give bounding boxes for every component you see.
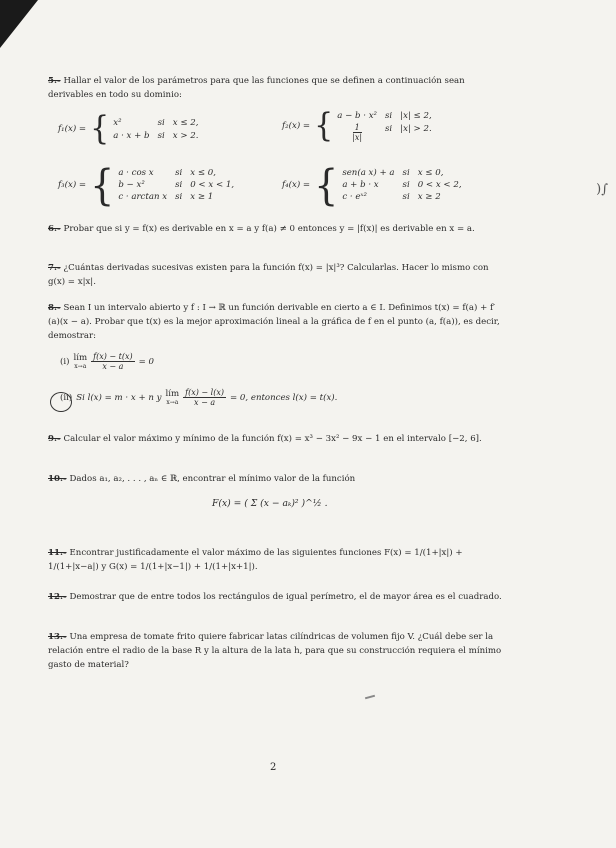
case-fraction <box>337 123 377 142</box>
fraction-denominator: x − a <box>194 398 216 407</box>
problem-number: 11.- <box>48 548 67 558</box>
condition-suffix: = 0, entonces l(x) = t(x). <box>230 392 338 403</box>
stray-mark <box>365 695 375 700</box>
case-cond: |x| > 2. <box>400 124 432 134</box>
limit-rhs: = 0 <box>138 356 155 367</box>
case-expr: a · x + b <box>113 130 150 141</box>
case-cond: x ≤ 2, <box>172 117 199 128</box>
problem-text: Demostrar que de entre todos los rectángulos de igual perímetro, el de mayor área es el cuadrado. <box>69 592 502 602</box>
case-expr: c · arctan x <box>118 191 168 202</box>
function-f3-cases <box>118 168 234 203</box>
problem-text: Dados a₁, a₂, . . . , aₙ ∈ ℝ, encontrar el mínimo valor de la función <box>69 474 356 484</box>
lim-subscript: x→a <box>74 363 87 370</box>
function-f3-lhs: f₃(x) = <box>58 180 87 190</box>
problem-number: 9.- <box>48 434 61 444</box>
function-f4-lhs: f₄(x) = <box>282 180 311 190</box>
function-f3 <box>58 160 235 210</box>
limit-condition-i <box>60 352 154 371</box>
case-expr: a − b · x² <box>337 111 377 121</box>
case-expr: b − x² <box>118 179 145 190</box>
left-brace: { <box>314 106 334 145</box>
condition-prefix: Si l(x) = m · x + n y <box>76 392 162 403</box>
function-f1 <box>58 109 199 148</box>
function-f2 <box>282 106 432 145</box>
problem-number: 6.- <box>48 224 61 234</box>
case-cond: |x| ≤ 2, <box>400 111 432 121</box>
limit-condition-ii <box>60 388 337 407</box>
problem-13 <box>48 630 502 672</box>
problem-10 <box>48 472 502 486</box>
fraction-numerator: f(x) − l(x) <box>185 388 224 397</box>
case-si: si <box>402 167 410 178</box>
case-expr: x² <box>113 117 122 128</box>
fraction-denominator: x − a <box>102 362 124 371</box>
case-expr: a · cos x <box>118 167 154 178</box>
problem-text: Calcular el valor máximo y mínimo de la función f(x) = x³ − 3x² − 9x − 1 en el intervalo [−2, 6]. <box>63 434 482 444</box>
function-f1-lhs: f₁(x) = <box>58 124 87 134</box>
case-si: si <box>175 179 183 190</box>
problem-text: Hallar el valor de los parámetros para que las funciones que se definen a continuación sean derivables en todo su dominio: <box>48 76 465 100</box>
case-cond: x ≥ 1 <box>190 191 214 202</box>
problem-7 <box>48 261 502 289</box>
problem-number: 8.- <box>48 303 61 313</box>
case-expr: sen(a x) + a <box>342 167 395 178</box>
case-si: si <box>385 124 393 134</box>
problem-number: 13.- <box>48 632 67 642</box>
limit-fraction <box>183 388 226 407</box>
fraction-numerator: f(x) − t(x) <box>93 352 133 361</box>
case-si: si <box>385 111 393 121</box>
problem-5 <box>48 74 502 102</box>
problem-12 <box>48 590 502 604</box>
case-si: si <box>175 191 183 202</box>
problem-9 <box>48 432 502 446</box>
problem-text: Una empresa de tomate frito quiere fabricar latas cilíndricas de volumen fijo V. ¿Cuál debe ser la relación entre el radio de la base R y la altura de la lata h, para que su construcción requiera el mínimo gasto de material? <box>48 632 502 670</box>
case-cond: 0 < x < 2, <box>417 179 462 190</box>
case-si: si <box>157 117 165 128</box>
limit-operator <box>73 353 87 370</box>
case-si: si <box>402 179 410 190</box>
case-si: si <box>157 130 165 141</box>
lim-text: lím <box>73 353 88 363</box>
item-label: (i) <box>60 356 70 367</box>
case-cond: x ≥ 2 <box>417 191 441 202</box>
scan-corner-shadow <box>0 0 38 48</box>
limit-fraction <box>91 352 134 371</box>
problem-6 <box>48 222 502 236</box>
fraction-numerator: 1 <box>354 123 360 132</box>
left-brace: { <box>90 109 110 148</box>
problem-number: 12.- <box>48 592 67 602</box>
case-cond: x ≤ 0, <box>417 167 444 178</box>
function-f2-cases <box>337 110 431 142</box>
fraction-denominator: |x| <box>352 133 363 142</box>
case-si: si <box>175 167 183 178</box>
function-f4-cases <box>342 168 461 203</box>
left-brace: { <box>90 160 115 210</box>
problem-text: ¿Cuántas derivadas sucesivas existen para la función f(x) = |x|³? Calcularlas. Hacer lo mismo con g(x) = x|x|. <box>48 263 489 287</box>
problem-11 <box>48 546 502 574</box>
formula-F: F(x) = ( Σ (x − aₖ)² )^½ . <box>212 498 328 509</box>
function-f1-cases <box>113 117 198 142</box>
margin-mark: )∫ <box>596 182 608 197</box>
problem-number: 5.- <box>48 76 61 86</box>
problem-8 <box>48 301 502 343</box>
item-label: (ii) <box>60 392 73 403</box>
limit-operator <box>166 389 180 406</box>
case-cond: x > 2. <box>172 130 199 141</box>
case-si: si <box>402 191 410 202</box>
problem-number: 10.- <box>48 474 67 484</box>
case-expr: c · eˣ² <box>342 191 367 202</box>
problem-text: Probar que si y = f(x) es derivable en x = a y f(a) ≠ 0 entonces y = |f(x)| es derivable en x = a. <box>63 224 475 234</box>
left-brace: { <box>314 160 339 210</box>
problem-text: Encontrar justificadamente el valor máximo de las siguientes funciones F(x) = 1/(1+|x|) + 1/(1+|x−a|) y G(x) = 1/(1+|x−1|) + 1/(1+|x+1|). <box>48 548 463 572</box>
case-cond: x ≤ 0, <box>190 167 216 178</box>
case-cond: 0 < x < 1, <box>190 179 235 190</box>
lim-text: lím <box>165 389 180 399</box>
page-number: 2 <box>270 762 277 773</box>
lim-subscript: x→a <box>166 399 179 406</box>
case-expr: a + b · x <box>342 179 379 190</box>
function-f4 <box>282 160 462 210</box>
problem-number: 7.- <box>48 263 61 273</box>
function-f2-lhs: f₂(x) = <box>282 121 311 131</box>
problem-text: Sean I un intervalo abierto y f : I → ℝ un función derivable en cierto a ∈ I. Definimos t(x) = f(a) + f′(a)(x − a). Probar que t(x) es la mejor aproximación lineal a la gráfica de f en el punto (a, f(a)), es decir, demostrar: <box>48 303 500 341</box>
